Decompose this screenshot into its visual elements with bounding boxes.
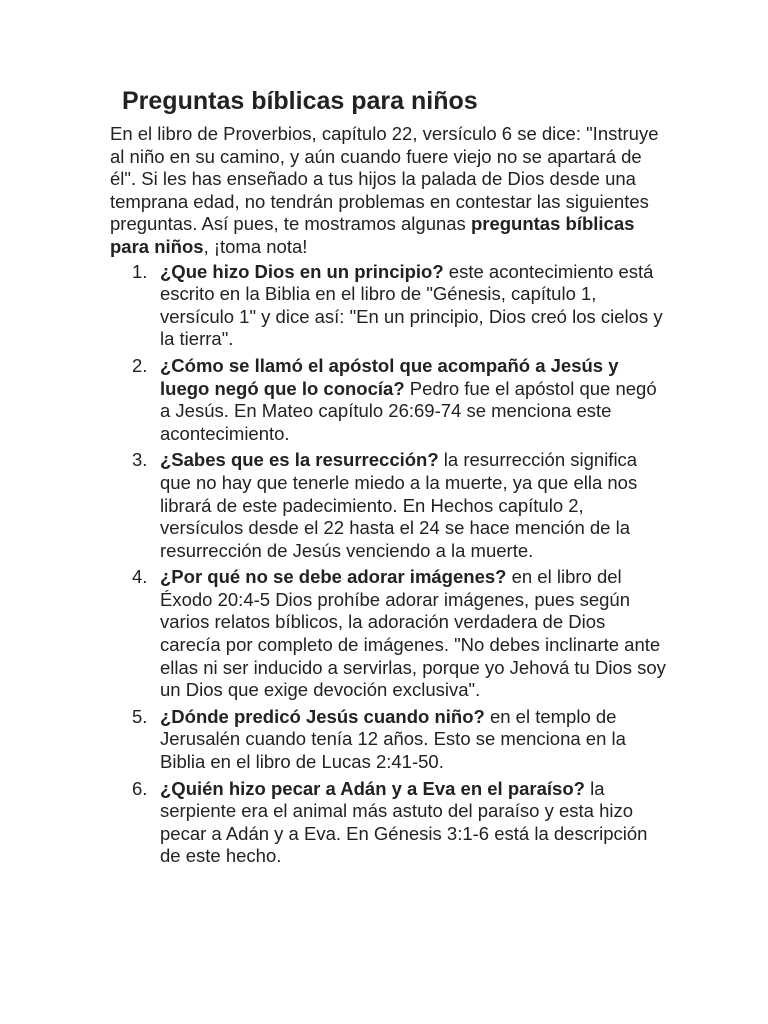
item-number: 4. [132, 566, 148, 588]
item-number: 2. [132, 354, 148, 376]
list-item [110, 778, 670, 868]
list-item [110, 449, 670, 562]
answer-text: la serpiente era el animal más astuto del paraíso y esta hizo pecar a Adán y a Eva. En Génesis 3:1-6 está la descripción de este hecho. [160, 777, 648, 867]
question-text: ¿Quién hizo pecar a Adán y a Eva en el paraíso? [160, 777, 585, 799]
intro-text-before: En el libro de Proverbios, capítulo 22, versículo 6 se dice: "Instruye al niño en su camino, y aún cuando fuere viejo no se apartará de él". Si les has enseñado a tus hijos la palada de Dios desde una temprana edad, no tendrán problemas en contestar las siguientes preguntas. Así pues, te mostramos algunas [110, 123, 659, 235]
page-title: Preguntas bíblicas para niños [122, 87, 478, 115]
answer-text: Pedro fue el apóstol que negó a Jesús. En Mateo capítulo 26:69-74 se menciona este acontecimiento. [160, 377, 657, 444]
questions-list [110, 261, 670, 868]
list-item [110, 706, 670, 774]
item-number: 5. [132, 705, 148, 727]
document-page [110, 84, 670, 872]
item-number: 6. [132, 777, 148, 799]
answer-text: en el libro del Éxodo 20:4-5 Dios prohíbe adorar imágenes, pues según varios relatos bíblicos, la adoración verdadera de Dios carecía por completo de imágenes. "No debes inclinarte ante ellas ni ser inducido a servirlas, porque yo Jehová tu Dios soy un Dios que exige devoción exclusiva". [160, 566, 666, 701]
list-item [110, 261, 670, 351]
answer-text: este acontecimiento está escrito en la Biblia en el libro de "Génesis, capítulo 1, versículo 1" y dice así: "En un principio, Dios creó los cielos y la tierra". [160, 260, 663, 350]
question-text: ¿Dónde predicó Jesús cuando niño? [160, 705, 485, 727]
item-number: 1. [132, 260, 148, 282]
question-text: ¿Por qué no se debe adorar imágenes? [160, 566, 507, 588]
answer-text: la resurrección significa que no hay que tenerle miedo a la muerte, ya que ella nos librará de este padecimiento. En Hechos capítulo 2, versículos desde el 22 hasta el 24 se hace mención de la resurrección de Jesús venciendo a la muerte. [160, 449, 638, 561]
list-item [110, 566, 670, 702]
question-text: ¿Que hizo Dios en un principio? [160, 260, 444, 282]
intro-bold-text: preguntas bíblicas para niños [110, 213, 635, 257]
intro-text-after: , ¡toma nota! [203, 235, 308, 257]
answer-text: en el templo de Jerusalén cuando tenía 12 años. Esto se menciona en la Biblia en el libro de Lucas 2:41-50. [160, 705, 626, 773]
intro-paragraph [110, 123, 670, 259]
question-text: ¿Sabes que es la resurrección? [160, 449, 439, 471]
list-item [110, 355, 670, 445]
item-number: 3. [132, 449, 148, 471]
question-text: ¿Cómo se llamó el apóstol que acompañó a Jesús y luego negó que lo conocía? [160, 354, 619, 399]
